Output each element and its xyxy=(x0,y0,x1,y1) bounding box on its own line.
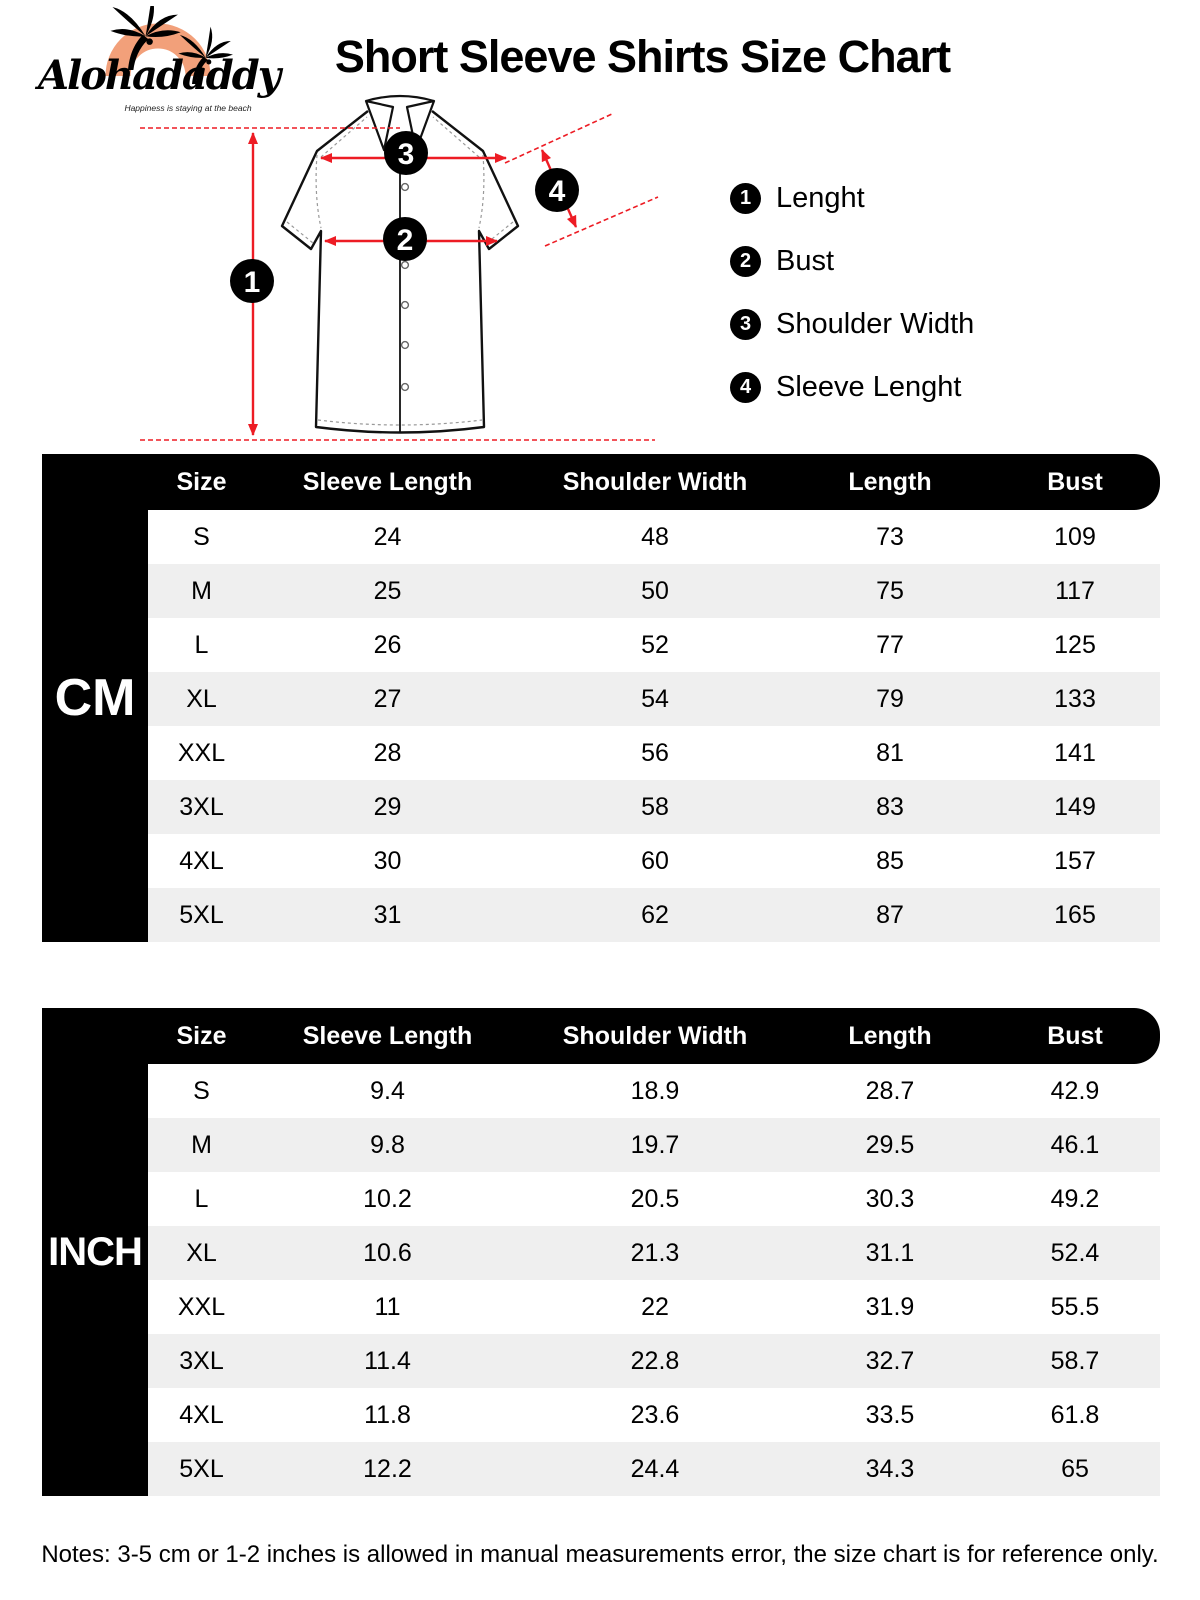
size-cell: 3XL xyxy=(179,792,224,821)
value-cell: 62 xyxy=(641,900,669,929)
legend-label-length: Lenght xyxy=(776,182,865,214)
brand-name: Alohadaddy xyxy=(38,52,279,99)
size-cell: XXL xyxy=(177,1292,226,1321)
table-row xyxy=(148,564,1160,618)
size-cell: XXL xyxy=(177,738,226,767)
table-row xyxy=(148,1064,1160,1118)
value-cell: 34.3 xyxy=(865,1454,915,1483)
legend-label-shoulder-width: Shoulder Width xyxy=(776,308,975,340)
value-cell: 48 xyxy=(641,522,669,551)
table-row xyxy=(148,1172,1160,1226)
value-cell: 24.4 xyxy=(630,1454,680,1483)
table-row xyxy=(148,1334,1160,1388)
value-cell: 28 xyxy=(373,738,402,767)
value-cell: 10.6 xyxy=(363,1238,412,1267)
size-cell: M xyxy=(191,576,212,605)
marker-3: 3 xyxy=(397,138,415,171)
size-cell: S xyxy=(193,522,210,551)
column-header-length: Length xyxy=(848,1021,932,1050)
unit-label-cm: CM xyxy=(42,454,148,942)
legend-item xyxy=(730,182,974,215)
value-cell: 11 xyxy=(374,1292,401,1321)
value-cell: 31.1 xyxy=(865,1238,915,1267)
marker-1: 1 xyxy=(243,266,261,299)
value-cell: 79 xyxy=(876,684,904,713)
column-header-shoulder-width: Shoulder Width xyxy=(562,467,748,496)
legend-number-4: 4 xyxy=(730,372,761,403)
value-cell: 29 xyxy=(373,792,402,821)
value-cell: 75 xyxy=(876,576,904,605)
size-cell: S xyxy=(193,1076,210,1105)
table-row xyxy=(148,888,1160,942)
value-cell: 117 xyxy=(1055,576,1095,605)
value-cell: 46.1 xyxy=(1050,1130,1100,1159)
size-cell: 4XL xyxy=(179,1400,224,1429)
legend-item xyxy=(730,371,974,404)
value-cell: 81 xyxy=(876,738,904,767)
value-cell: 32.7 xyxy=(865,1346,915,1375)
value-cell: 30 xyxy=(373,846,402,875)
value-cell: 9.8 xyxy=(370,1130,405,1159)
value-cell: 125 xyxy=(1054,630,1096,659)
value-cell: 19.7 xyxy=(630,1130,680,1159)
table-row xyxy=(148,1118,1160,1172)
marker-4: 4 xyxy=(548,175,566,208)
value-cell: 25 xyxy=(373,576,402,605)
value-cell: 28.7 xyxy=(865,1076,915,1105)
size-table-inch xyxy=(42,1008,1160,1496)
value-cell: 157 xyxy=(1054,846,1096,875)
table-row xyxy=(148,618,1160,672)
value-cell: 11.8 xyxy=(364,1400,411,1429)
column-header-shoulder-width: Shoulder Width xyxy=(562,1021,748,1050)
value-cell: 133 xyxy=(1054,684,1096,713)
brand-tagline: Happiness is staying at the beach xyxy=(124,103,252,113)
table-row xyxy=(148,780,1160,834)
value-cell: 12.2 xyxy=(363,1454,412,1483)
table-row xyxy=(148,1442,1160,1496)
value-cell: 10.2 xyxy=(363,1184,412,1213)
table-row xyxy=(148,1388,1160,1442)
size-cell: 4XL xyxy=(179,846,224,875)
value-cell: 58 xyxy=(641,792,669,821)
table-row xyxy=(148,1226,1160,1280)
measurement-legend xyxy=(730,182,974,404)
value-cell: 22.8 xyxy=(630,1346,680,1375)
value-cell: 31 xyxy=(373,900,402,929)
value-cell: 87 xyxy=(876,900,904,929)
value-cell: 165 xyxy=(1054,900,1096,929)
value-cell: 85 xyxy=(876,846,904,875)
notes-text: Notes: 3-5 cm or 1-2 inches is allowed in manual measurements error, the size chart is for reference only. xyxy=(41,1541,1159,1568)
value-cell: 18.9 xyxy=(630,1076,680,1105)
size-cell: 3XL xyxy=(179,1346,224,1375)
shirt-measurement-diagram xyxy=(120,85,680,447)
size-cell: XL xyxy=(186,1238,217,1267)
legend-item xyxy=(730,245,974,278)
value-cell: 149 xyxy=(1054,792,1096,821)
column-header-bust: Bust xyxy=(1047,1021,1103,1050)
value-cell: 27 xyxy=(373,684,402,713)
value-cell: 77 xyxy=(876,630,904,659)
page-title: Short Sleeve Shirts Size Chart xyxy=(334,31,951,82)
value-cell: 65 xyxy=(1061,1454,1089,1483)
legend-label-sleeve-length: Sleeve Lenght xyxy=(776,371,962,403)
column-header-size: Size xyxy=(176,1021,227,1050)
column-header-bust: Bust xyxy=(1047,467,1103,496)
table-row xyxy=(148,1280,1160,1334)
table-header xyxy=(148,454,1160,510)
unit-label-inch: INCH xyxy=(42,1008,148,1496)
value-cell: 73 xyxy=(876,522,904,551)
legend-number-3: 3 xyxy=(730,309,761,340)
marker-2: 2 xyxy=(396,224,414,257)
size-cell: L xyxy=(194,630,209,659)
size-cell: 5XL xyxy=(179,900,224,929)
value-cell: 109 xyxy=(1054,522,1096,551)
value-cell: 55.5 xyxy=(1050,1292,1100,1321)
column-header-length: Length xyxy=(848,467,932,496)
legend-number-2: 2 xyxy=(730,246,761,277)
size-table-cm xyxy=(42,454,1160,942)
value-cell: 50 xyxy=(641,576,669,605)
value-cell: 11.4 xyxy=(364,1346,411,1375)
value-cell: 42.9 xyxy=(1050,1076,1100,1105)
value-cell: 20.5 xyxy=(630,1184,680,1213)
size-cell: XL xyxy=(186,684,217,713)
value-cell: 9.4 xyxy=(370,1076,405,1105)
value-cell: 83 xyxy=(876,792,904,821)
value-cell: 60 xyxy=(641,846,669,875)
value-cell: 49.2 xyxy=(1050,1184,1100,1213)
value-cell: 52.4 xyxy=(1050,1238,1100,1267)
legend-label-bust: Bust xyxy=(776,245,835,277)
table-row xyxy=(148,510,1160,564)
value-cell: 56 xyxy=(641,738,669,767)
column-header-sleeve-length: Sleeve Length xyxy=(302,1021,473,1050)
column-header-sleeve-length: Sleeve Length xyxy=(302,467,473,496)
value-cell: 26 xyxy=(373,630,402,659)
value-cell: 23.6 xyxy=(630,1400,680,1429)
value-cell: 61.8 xyxy=(1050,1400,1100,1429)
table-row xyxy=(148,726,1160,780)
value-cell: 29.5 xyxy=(865,1130,915,1159)
table-row xyxy=(148,672,1160,726)
size-cell: L xyxy=(194,1184,209,1213)
value-cell: 33.5 xyxy=(865,1400,915,1429)
column-header-size: Size xyxy=(176,467,227,496)
value-cell: 58.7 xyxy=(1050,1346,1100,1375)
size-cell: 5XL xyxy=(179,1454,224,1483)
value-cell: 52 xyxy=(641,630,669,659)
value-cell: 54 xyxy=(641,684,669,713)
value-cell: 21.3 xyxy=(630,1238,680,1267)
value-cell: 141 xyxy=(1054,738,1096,767)
legend-number-1: 1 xyxy=(730,183,761,214)
value-cell: 24 xyxy=(373,522,402,551)
table-header xyxy=(148,1008,1160,1064)
value-cell: 30.3 xyxy=(865,1184,915,1213)
value-cell: 31.9 xyxy=(865,1292,915,1321)
legend-item xyxy=(730,308,974,341)
size-cell: M xyxy=(191,1130,212,1159)
table-row xyxy=(148,834,1160,888)
value-cell: 22 xyxy=(641,1292,669,1321)
